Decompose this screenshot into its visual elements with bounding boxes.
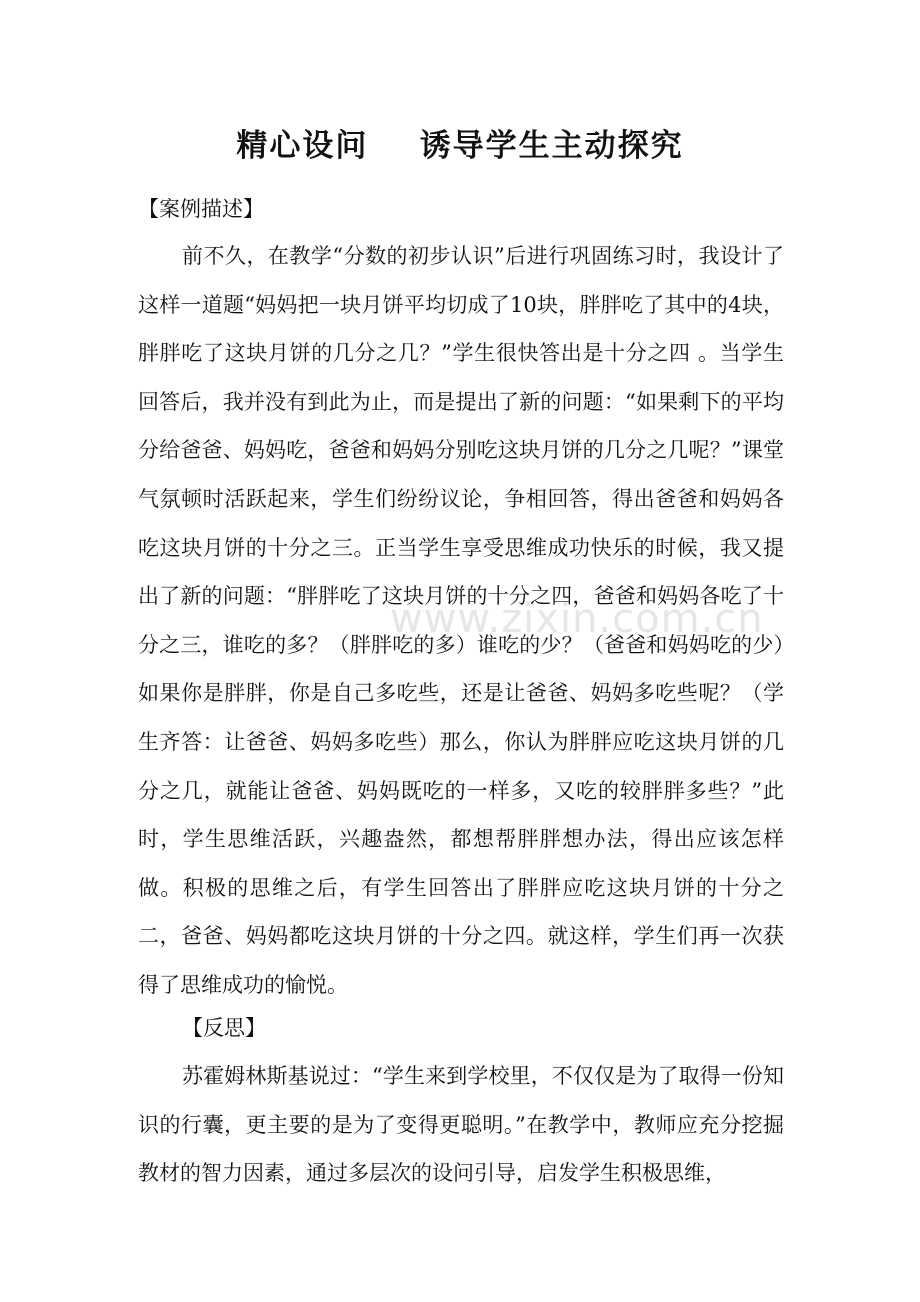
reflection-paragraph: 苏霍姆林斯基说过：“学生来到学校里，不仅仅是为了取得一份知识的行囊，更主要的是为了变得更聪明。”在教学中，教师应充分挖掘教材的智力因素，通过多层次的设问引导，启发学生积极思维， [138,1064,784,1186]
section-heading-case-description: 【案例描述】 [138,197,264,221]
case-description-paragraph: 前不久，在教学“分数的初步认识”后进行巩固练习时，我设计了这样一道题“妈妈把一块月饼平均切成了10块，胖胖吃了其中的4块，胖胖吃了这块月饼的几分之几？”学生很快答出是十分之四 。当学生回答后，我并没有到此为止，而是提出了新的问题：“如果剩下的平均分给爸爸、妈妈吃，爸爸和妈妈分别吃这块月饼的几分之几呢？”课堂气氛顿时活跃起来，学生们纷纷议论，争相回答，得出爸爸和妈妈各吃这块月饼的十分之三。正当学生享受思维成功快乐的时候，我又提出了新的问题：“胖胖吃了这块月饼的十分之四，爸爸和妈妈各吃了十分之三，谁吃的多？（胖胖吃的多）谁吃的少？（爸爸和妈妈吃的少）如果你是胖胖，你是自己多吃些，还是让爸爸、妈妈多吃些呢？（学生齐答：让爸爸、妈妈多吃些）那么，你认为胖胖应吃这块月饼的几分之几，就能让爸爸、妈妈既吃的一样多，又吃的较胖胖多些？”此时，学生思维活跃，兴趣盎然，都想帮胖胖想办法，得出应该怎样做。积极的思维之后，有学生回答出了胖胖应吃这块月饼的十分之二，爸爸、妈妈都吃这块月饼的十分之四。就这样，学生们再一次获得了思维成功的愉悦。 [138,244,784,997]
section-heading-reflection: 【反思】 [182,1016,266,1040]
page-title: 精心设问 诱导学生主动探究 [236,128,684,164]
watermark: www.zixin.com.cn [390,596,764,642]
